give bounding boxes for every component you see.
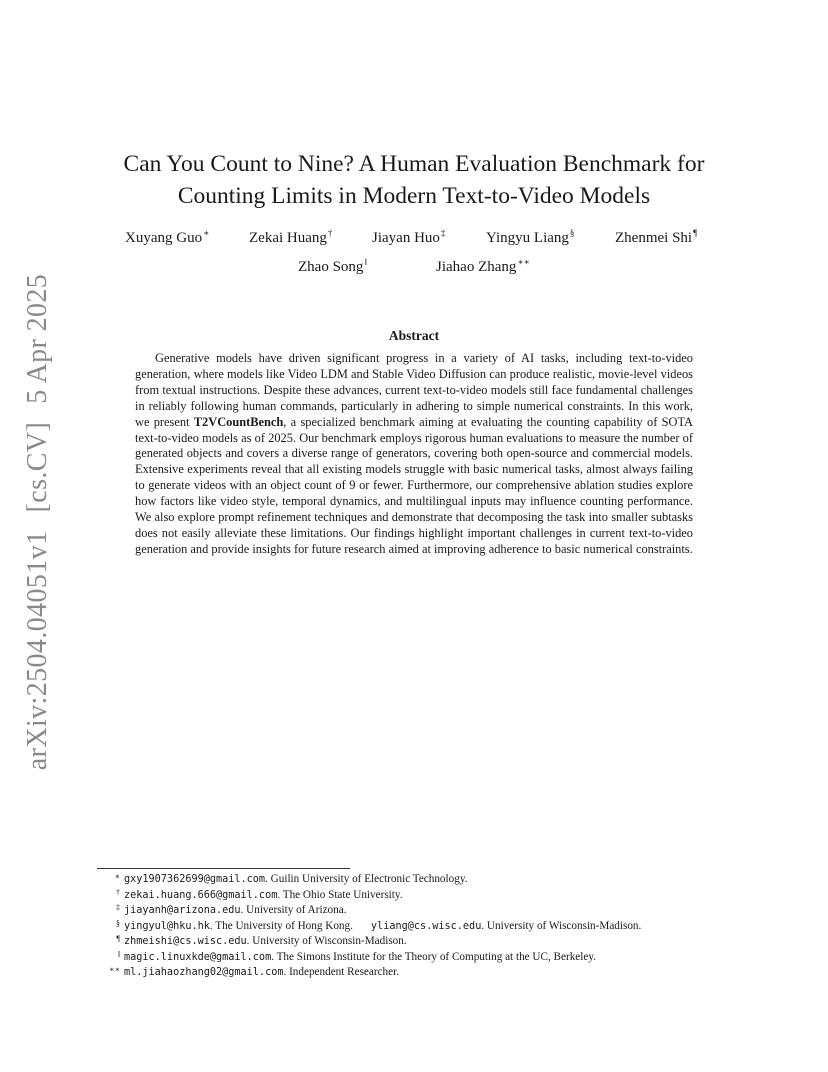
author: Zhao Song‖ <box>298 257 367 275</box>
abstract-body: Generative models have driven significant progress in a variety of AI tasks, including text-to-video generation, where models like Video LDM and Stable Video Diffusion can produce realistic, movie-level videos from textual instructions. Despite these advances, current text-to-video models still face fundamental challenges in reliably following human commands, particularly in adhering to simple numerical constraints. In this work, we present T2VCountBench, a specialized benchmark aiming at evaluating the counting capability of SOTA text-to-video models as of 2025. Our benchmark employs rigorous human evaluations to measure the number of generated objects and covers a diverse range of generators, covering both open-source and commercial models. Extensive experiments reveal that all existing models struggle with basic numerical tasks, almost always failing to generate videos with an object count of 9 or fewer. Furthermore, our comprehensive ablation studies explore how factors like video style, temporal dynamics, and multilingual inputs may influence counting performance. We also explore prompt refinement techniques and demonstrate that decomposing the task into smaller subtasks does not easily alleviate these limitations. Our findings highlight important challenges in current text-to-video generation and provide insights for future research aimed at improving adherence to basic numerical constraints. <box>135 351 693 556</box>
footnote: § yingyul@hku.hk. The University of Hong Kong. yliang@cs.wisc.edu. University of Wisconsin-Madison. <box>116 918 642 932</box>
email-link[interactable]: zhmeishi@cs.wisc.edu <box>124 936 247 947</box>
footnote-rule <box>97 868 350 869</box>
arxiv-id: arXiv:2504.04051v1 <box>22 530 53 771</box>
author: Jiayan Huo‡ <box>372 228 446 246</box>
arxiv-sidebar-stamp <box>22 274 54 770</box>
arxiv-category: [cs.CV] <box>22 421 53 513</box>
footnote: ‡ jiayanh@arizona.edu. University of Arizona. <box>116 903 347 916</box>
footnote: ∗∗ ml.jiahaozhang02@gmail.com. Independent Researcher. <box>109 965 400 978</box>
email-link[interactable]: yingyul@hku.hk <box>124 920 210 932</box>
email-link[interactable]: ml.jiahaozhang02@gmail.com <box>124 967 284 978</box>
benchmark-name: T2VCountBench <box>193 414 284 429</box>
email-link[interactable]: jiayanh@arizona.edu <box>124 905 241 916</box>
author: Jiahao Zhang∗∗ <box>436 257 530 275</box>
author: Zekai Huang† <box>249 228 333 246</box>
author: Yingyu Liang§ <box>486 228 575 246</box>
footnote: ‖ magic.linuxkde@gmail.com. The Simons Institute for the Theory of Computing at the UC, Berkeley. <box>117 949 597 963</box>
footnote: † zekai.huang.666@gmail.com. The Ohio State University. <box>116 887 403 901</box>
footnote: ∗ gxy1907362699@gmail.com. Guilin University of Electronic Technology. <box>114 872 468 885</box>
email-link[interactable]: yliang@cs.wisc.edu <box>370 920 482 932</box>
paper-title: Can You Count to Nine? A Human Evaluation Benchmark for Counting Limits in Modern Text-to-Video Models <box>123 151 705 209</box>
author: Zhenmei Shi¶ <box>615 228 698 246</box>
abstract-heading: Abstract <box>388 328 440 343</box>
email-link[interactable]: magic.linuxkde@gmail.com <box>124 951 272 963</box>
arxiv-date: 5 Apr 2025 <box>22 273 53 404</box>
author: Xuyang Guo∗ <box>125 228 210 246</box>
footnote: ¶ zhmeishi@cs.wisc.edu. University of Wisconsin-Madison. <box>116 934 407 947</box>
email-link[interactable]: zekai.huang.666@gmail.com <box>124 889 278 901</box>
email-link[interactable]: gxy1907362699@gmail.com <box>124 874 266 885</box>
